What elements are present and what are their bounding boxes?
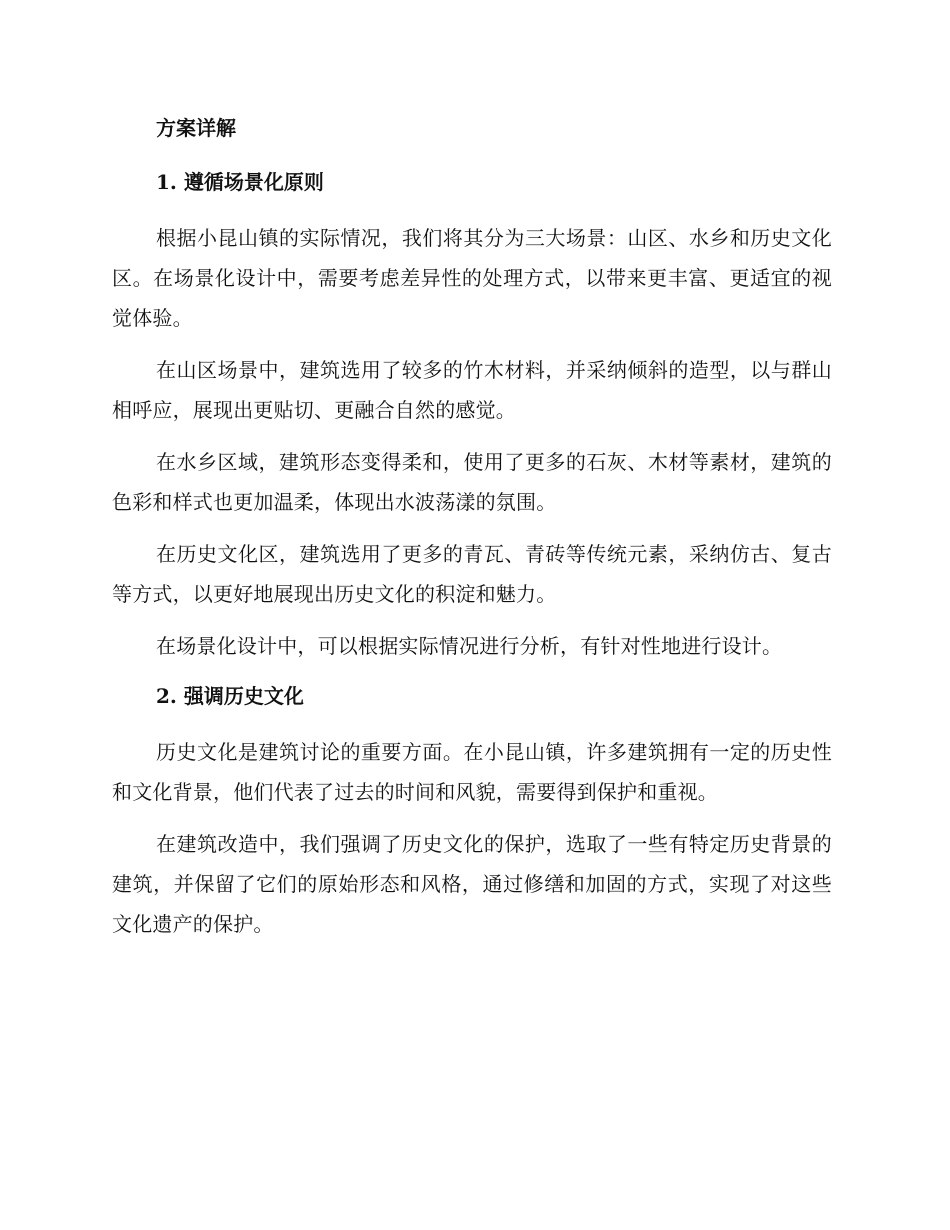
document-page bbox=[112, 110, 832, 956]
paragraph: 在水乡区域，建筑形态变得柔和，使用了更多的石灰、木材等素材，建筑的色彩和样式也更加温柔，体现出水波荡漾的氛围。 bbox=[112, 450, 832, 514]
paragraph: 在场景化设计中，可以根据实际情况进行分析，有针对性地进行设计。 bbox=[156, 634, 783, 658]
section-heading-2: 2. 强调历史文化 bbox=[156, 684, 304, 708]
paragraph: 在历史文化区，建筑选用了更多的青瓦、青砖等传统元素，采纳仿古、复古等方式，以更好地展现出历史文化的积淀和魅力。 bbox=[112, 542, 832, 606]
paragraph: 根据小昆山镇的实际情况，我们将其分为三大场景：山区、水乡和历史文化区。在场景化设计中，需要考虑差异性的处理方式，以带来更丰富、更适宜的视觉体验。 bbox=[112, 226, 832, 330]
section-heading-1: 1. 遵循场景化原则 bbox=[156, 170, 324, 194]
paragraph: 在山区场景中，建筑选用了较多的竹木材料，并采纳倾斜的造型，以与群山相呼应，展现出更贴切、更融合自然的感觉。 bbox=[112, 358, 832, 422]
paragraph: 历史文化是建筑讨论的重要方面。在小昆山镇，许多建筑拥有一定的历史性和文化背景，他们代表了过去的时间和风貌，需要得到保护和重视。 bbox=[112, 740, 832, 804]
paragraph: 在建筑改造中，我们强调了历史文化的保护，选取了一些有特定历史背景的建筑，并保留了它们的原始形态和风格，通过修缮和加固的方式，实现了对这些文化遗产的保护。 bbox=[112, 832, 832, 936]
document-title: 方案详解 bbox=[156, 116, 236, 140]
